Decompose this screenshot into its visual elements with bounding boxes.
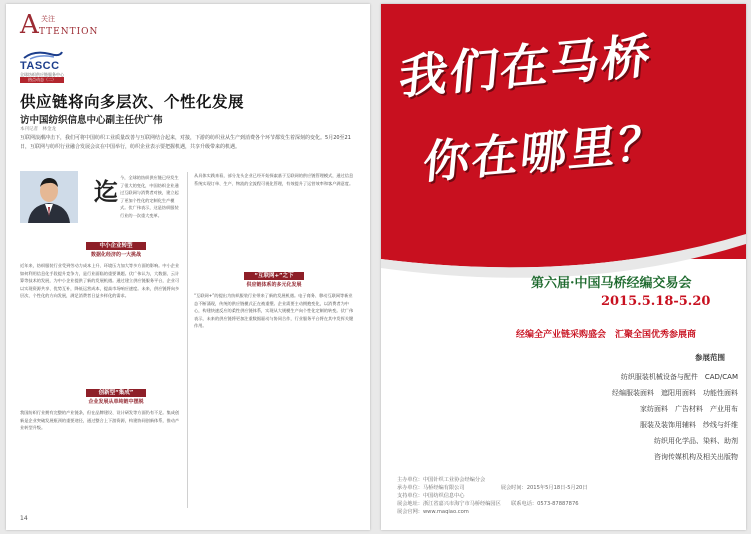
article-subtitle: 访中国纺织信息中心副主任伏广伟 <box>20 115 163 126</box>
footer-line: 展会官网：www.maqiao.com <box>397 509 469 515</box>
box1-heading: 中小企业转型 <box>86 242 146 250</box>
drop-cap: 迄 <box>94 177 118 206</box>
box1-subheading: 数据化经济的一大挑战 <box>90 252 141 258</box>
logo-subtitle: 全球纺织供应链服务中心 <box>20 72 64 77</box>
scope-item: 咨询传媒机构及相关出版物 <box>654 453 738 461</box>
portrait-photo <box>20 171 78 223</box>
footer-line: 支持单位：中国纺织信息中心 <box>397 493 465 499</box>
section-label-en: TTENTION <box>39 27 99 37</box>
right-page-ad <box>381 4 746 530</box>
scope-item: 经编服装面料 遮阳用面料 功能性面料 <box>612 389 738 397</box>
column-divider <box>187 172 188 508</box>
column-1-lead: 今，全球的纺织供应链已经发生了很大的变化，中国纺织企业通过互联网与消费者对接，建立起了更加个性化的定制化生产模式。伏广伟表示，这是纺织服装行业的一次重大变革。 <box>120 175 179 218</box>
scope-item: 纺织用化学品、染料、助剂 <box>654 437 738 445</box>
scope-item: 服装及装饰用辅料 纱线与纤维 <box>640 421 738 429</box>
fair-name: 第六届·中国马桥经编交易会 <box>531 276 692 291</box>
fair-dates: 2015.5.18-5.20 <box>601 294 711 309</box>
column-1-body-2: 我国纺织行业拥有完整的产业链条，但在品牌建设、设计研发等方面仍有不足。集成创新是企业突破发展瓶颈的重要途径，通过整合上下游资源，构建协同创新体系，推动产业转型升级。 <box>20 410 180 430</box>
article-title: 供应链将向多层次、个性化发展 <box>20 93 245 111</box>
headline-line-2: 你在哪里？ <box>420 114 669 190</box>
box3-heading: “互联网+”之下 <box>244 272 304 280</box>
scope-item: 纺织服装机械设备与配件 CAD/CAM <box>620 373 738 381</box>
column-1-body: 近年来，纺织服装行业受到劳动力成本上升、环境压力加大等多方面的影响。中小企业如何利用信息化手段提升竞争力，是行业面临的重要课题。伏广伟认为，大数据、云计算等技术的发展，为中小企业提供了新的发展机遇。通过建立供应链服务平台，企业可以实现资源共享、优势互补，降低运营成本，提高市场响应速度。未来，供应链将向多层次、个性化的方向发展，满足消费者日益多样化的需求。 <box>20 263 180 298</box>
section-label-cn: 关注 <box>41 15 55 23</box>
footer-line: 展会地址：浙江省嘉兴市海宁市马桥经编园区 联系电话：0573-87887876 <box>397 501 579 507</box>
scope-item: 家纺面料 广告材料 产业用布 <box>640 405 738 413</box>
byline: 本刊记者 林金龙 <box>20 127 56 132</box>
section-initial: A <box>20 10 39 40</box>
logo-text: TASCC <box>20 60 60 72</box>
left-page <box>6 4 370 530</box>
section-tag: 热点动态（二） <box>20 77 64 83</box>
scope-title: 参展范围 <box>695 353 725 362</box>
page-number: 14 <box>20 515 28 522</box>
intro-paragraph: 互联网浪潮冲击下，我们可将中国纺织工业质量改善与互联网结合起来，对接，下游的纺织业从生产到消费各个环节都发生着深刻的变化。5月20至21日，互联网与纺织行业融合发展会议在中国举行，纺织企业表示要把握机遇，共享升级带来的机遇。 <box>20 135 351 150</box>
column-2-body: “互联网+”的提出为纺织服装行业带来了新的发展机遇。电子商务、移动互联网等新业态不断涌现，传统的供应链模式正在被重塑。企业需要主动拥抱变化，以消费者为中心，构建快速反应的柔性供应链体系，实现从大规模生产向个性化定制的转变。伏广伟表示，未来的供应链将更加注重数据驱动与协同合作，行业服务平台将在其中发挥关键作用。 <box>194 293 354 328</box>
fair-slogan: 经编全产业链采购盛会 汇聚全国优秀参展商 <box>516 330 697 340</box>
footer-line: 承办单位：马桥经编有限公司 展会时间：2015年5月18日-5月20日 <box>397 485 588 491</box>
headline-line-1: 我们在马桥 <box>396 28 655 106</box>
box2-heading: 创新型“集成” <box>86 389 146 397</box>
footer-line: 主办单位：中国针织工业协会经编分会 <box>397 477 486 483</box>
column-2-top: 从具体实践来看，部分龙头企业已经开始探索基于互联网的供应链管理模式，通过信息系统实现订单、生产、物流的全流程可视化管理，有效提升了运营效率和客户满意度。 <box>194 173 354 186</box>
box3-subheading: 供应链体系的多元化发展 <box>246 282 302 288</box>
box2-subheading: 企业发展从单纯链中摆脱 <box>88 399 144 405</box>
